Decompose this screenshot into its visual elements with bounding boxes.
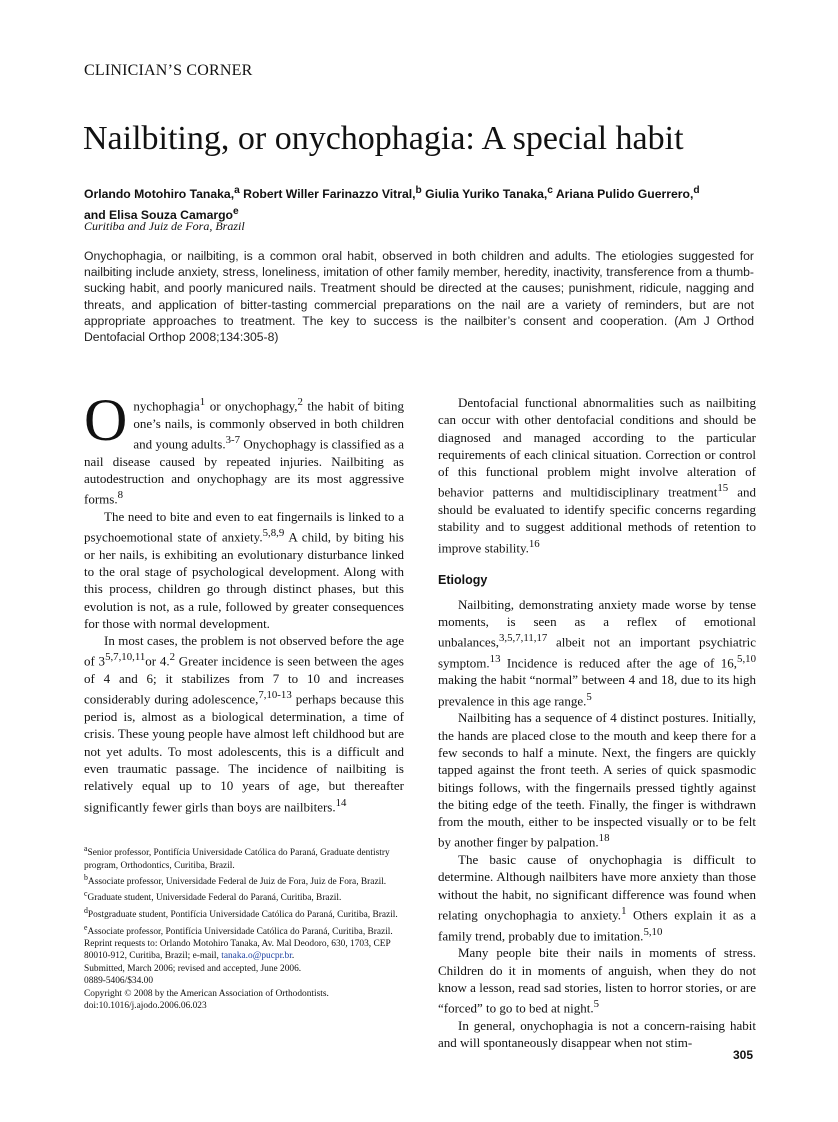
citation: 7,10-13 <box>258 689 292 702</box>
submission-dates: Submitted, March 2006; revised and accepted, June 2006. <box>84 963 302 974</box>
paragraph <box>84 508 404 632</box>
author-name: Giulia Yuriko Tanaka, <box>421 187 548 202</box>
footnote: $^e$Associate professor, Pontifícia Universidade Católica do Paraná, Curitiba, Brazil. <box>84 922 393 937</box>
paragraph <box>438 851 756 944</box>
section-label: CLINICIAN’S CORNER <box>84 62 253 79</box>
section-heading: Etiology <box>438 573 488 588</box>
citation: 1 <box>621 904 627 917</box>
text: Onychophagy is classified as a nail disease caused by repeated injuries. Nailbiting as autodestruction and onychophagy are its most aggressive forms. <box>84 436 404 507</box>
paragraph <box>438 709 756 851</box>
citation: 5 <box>593 998 600 1011</box>
text: and should be evaluated to identify specific concerns regarding stability and to suggest additional methods of retention to improve stability. <box>438 484 756 556</box>
text: or onychophagy, <box>205 398 298 414</box>
text: Nailbiting has a sequence of 4 distinct postures. Initially, the hands are placed close to the mouth and keep there for a few seconds to half a minute. Next, the fingers are quickly tapped against the front teeth. A series of quick spasmodic bitings follows, with the fingernails pressed tightly against the biting edge of the teeth. Finally, the finger is withdrawn from the mouth, either to be inspected visually or to be felt by another finger by palpation. <box>438 710 756 850</box>
citation: 1 <box>199 396 206 408</box>
article-title: Nailbiting, or onychophagia: A special habit <box>83 120 684 157</box>
abstract: Onychophagia, or nailbiting, is a common oral habit, observed in both children and adults. The etiologies suggested for nailbiting include anxiety, stress, loneliness, imitation of other family member, heredity, inactivity, transference from a thumb-sucking habit, and poorly manicured nails. Treatment should be directed at the causes; punishment, ridicule, nagging and threats, and application of bitter-tasting commercial preparations on the nail are a variety of reminders, but are not appropriate approaches to treatment. The key to success is the nailbiter’s consent and cooperation. (Am J Orthod Dentofacial Orthop 2008;134:305-8) <box>84 249 754 345</box>
footnote: $^d$Postgraduate student, Pontifícia Universidade Católica do Paraná, Curitiba, Brazil. <box>84 906 398 921</box>
author-location: Curitiba and Juiz de Fora, Brazil <box>84 219 245 233</box>
doi: doi:10.1016/j.ajodo.2006.06.023 <box>84 1001 207 1012</box>
affil-sup: b <box>415 185 422 196</box>
text: or 4. <box>145 653 170 669</box>
right-column <box>438 394 756 1051</box>
text: perhaps because this period is, almost as a biological determination, a time of crisis. These young people have almost left childhood but are not yet adults. To most adolescents, this is a difficult and even traumatic passage. The incidence of nailbiting is relatively equal up to 10 years of age, but thereafter significantly fewer girls than boys are nailbiters. <box>84 691 404 814</box>
footnote: $^b$Associate professor, Universidade Federal de Juiz de Fora, Juiz de Fora, Brazil. <box>84 872 387 888</box>
text: In general, onychophagia is not a concern-raising habit and will spontaneously disappear when not stim- <box>438 1017 756 1051</box>
paragraph <box>84 387 404 508</box>
author-name: Ariana Pulido Guerrero, <box>552 187 694 202</box>
citation: 2 <box>297 396 303 408</box>
citation: 3,5,7,11,17 <box>499 632 548 645</box>
text: Others explain it as a family trend, probably due to imitation. <box>438 907 756 943</box>
text: Dentofacial functional abnormalities such as nailbiting can occur with other dentofacial conditions and should be diagnosed and managed according to the particular requirements of each clinical situation. Correction or control of this functional problem might involve alteration of behavior patterns and multidisciplinary treatment <box>438 395 756 500</box>
affil-sup: a <box>234 185 240 196</box>
author-name: Orlando Motohiro Tanaka, <box>84 187 235 202</box>
page-number: 305 <box>733 1048 754 1062</box>
drop-cap: O <box>84 387 128 453</box>
citation: 14 <box>335 796 347 809</box>
citation: 16 <box>528 537 540 550</box>
text: A child, by biting his or her nails, is exhibiting an evolutionary disturbance linked to the oral stage of psychological development. Along with this process, children go through distinct phases, but this evolution is not, as a rule, followed by greater consequences for those with normal development. <box>84 529 404 631</box>
affil-sup: e <box>233 206 239 218</box>
footnote: $^c$Graduate student, Universidade Federal do Paraná, Curitiba, Brazil. <box>84 889 342 904</box>
paragraph <box>438 596 756 710</box>
affil-sup: d <box>693 185 700 196</box>
left-column <box>84 387 404 815</box>
affil-sup: c <box>547 185 553 196</box>
copyright: Copyright © 2008 by the American Association of Orthodontists. <box>84 988 329 999</box>
footnote: $^a$Senior professor, Pontifícia Universidade Católica do Paraná, Graduate dentistry program, Orthodontics, Curitiba, Brazil. <box>84 844 390 871</box>
paragraph <box>438 394 756 556</box>
footnotes <box>84 843 404 1013</box>
citation: 5,7,10,11 <box>105 651 146 664</box>
citation: 3-7 <box>225 433 241 446</box>
citation: 5,8,9 <box>262 527 285 540</box>
citation: 13 <box>489 652 501 665</box>
text: Many people bite their nails in moments of stress. Children do it in moments of anguish, when they do not know a lesson, read sad stories, listen to horror stories, or are “forced” to go to bed at night. <box>438 945 756 1016</box>
citation: 5,10 <box>643 925 663 938</box>
author-name: Robert Willer Farinazzo Vitral, <box>239 187 416 202</box>
text: The need to bite and even to eat fingernails is linked to a psychoemotional state of anxiety. <box>84 508 404 545</box>
text: In most cases, the problem is not observed before the age of 3 <box>84 633 404 669</box>
text: the habit of biting one’s nails, is commonly observed in both children and young adults. <box>133 398 404 452</box>
text: Greater incidence is seen between the ages of 4 and 6; it stabilizes from 7 to 10 and increases considerably during adolescence, <box>84 653 404 707</box>
author-name: and Elisa Souza Camargo <box>84 208 233 223</box>
citation: 15 <box>717 482 729 495</box>
text: making the habit “normal” between 4 and 18, due to its high prevalence in this age range. <box>438 672 756 709</box>
citation: 8 <box>117 489 124 502</box>
author-list <box>84 182 764 224</box>
citation: 18 <box>598 832 610 845</box>
paragraph <box>84 632 404 815</box>
text: albeit not an important psychiatric symptom. <box>438 634 756 671</box>
citation: 5,10 <box>737 652 756 665</box>
text: nychophagia <box>133 398 200 414</box>
email-link[interactable]: tanaka.o@pucpr.br <box>221 951 292 962</box>
reprint-request: Reprint requests to: Orlando Motohiro Tanaka, Av. Mal Deodoro, 630, 1703, CEP 80010-912, Curitiba, Brazil; e-mail, tanaka.o@pucpr.br. <box>84 939 391 962</box>
text: Nailbiting, demonstrating anxiety made worse by tense moments, is seen as a reflex of emotional unbalances, <box>438 596 756 650</box>
paragraph <box>438 944 756 1017</box>
paragraph <box>438 1017 756 1052</box>
text: The basic cause of onychophagia is difficult to determine. Although nailbiters have more anxiety than those without the habit, no significant difference was found when relating onychophagia to anxiety. <box>438 852 756 923</box>
citation: 2 <box>169 651 176 664</box>
text: Incidence is reduced after the age of 16, <box>500 655 738 671</box>
issn: 0889-5406/$34.00 <box>84 976 154 987</box>
citation: 5 <box>586 690 592 703</box>
